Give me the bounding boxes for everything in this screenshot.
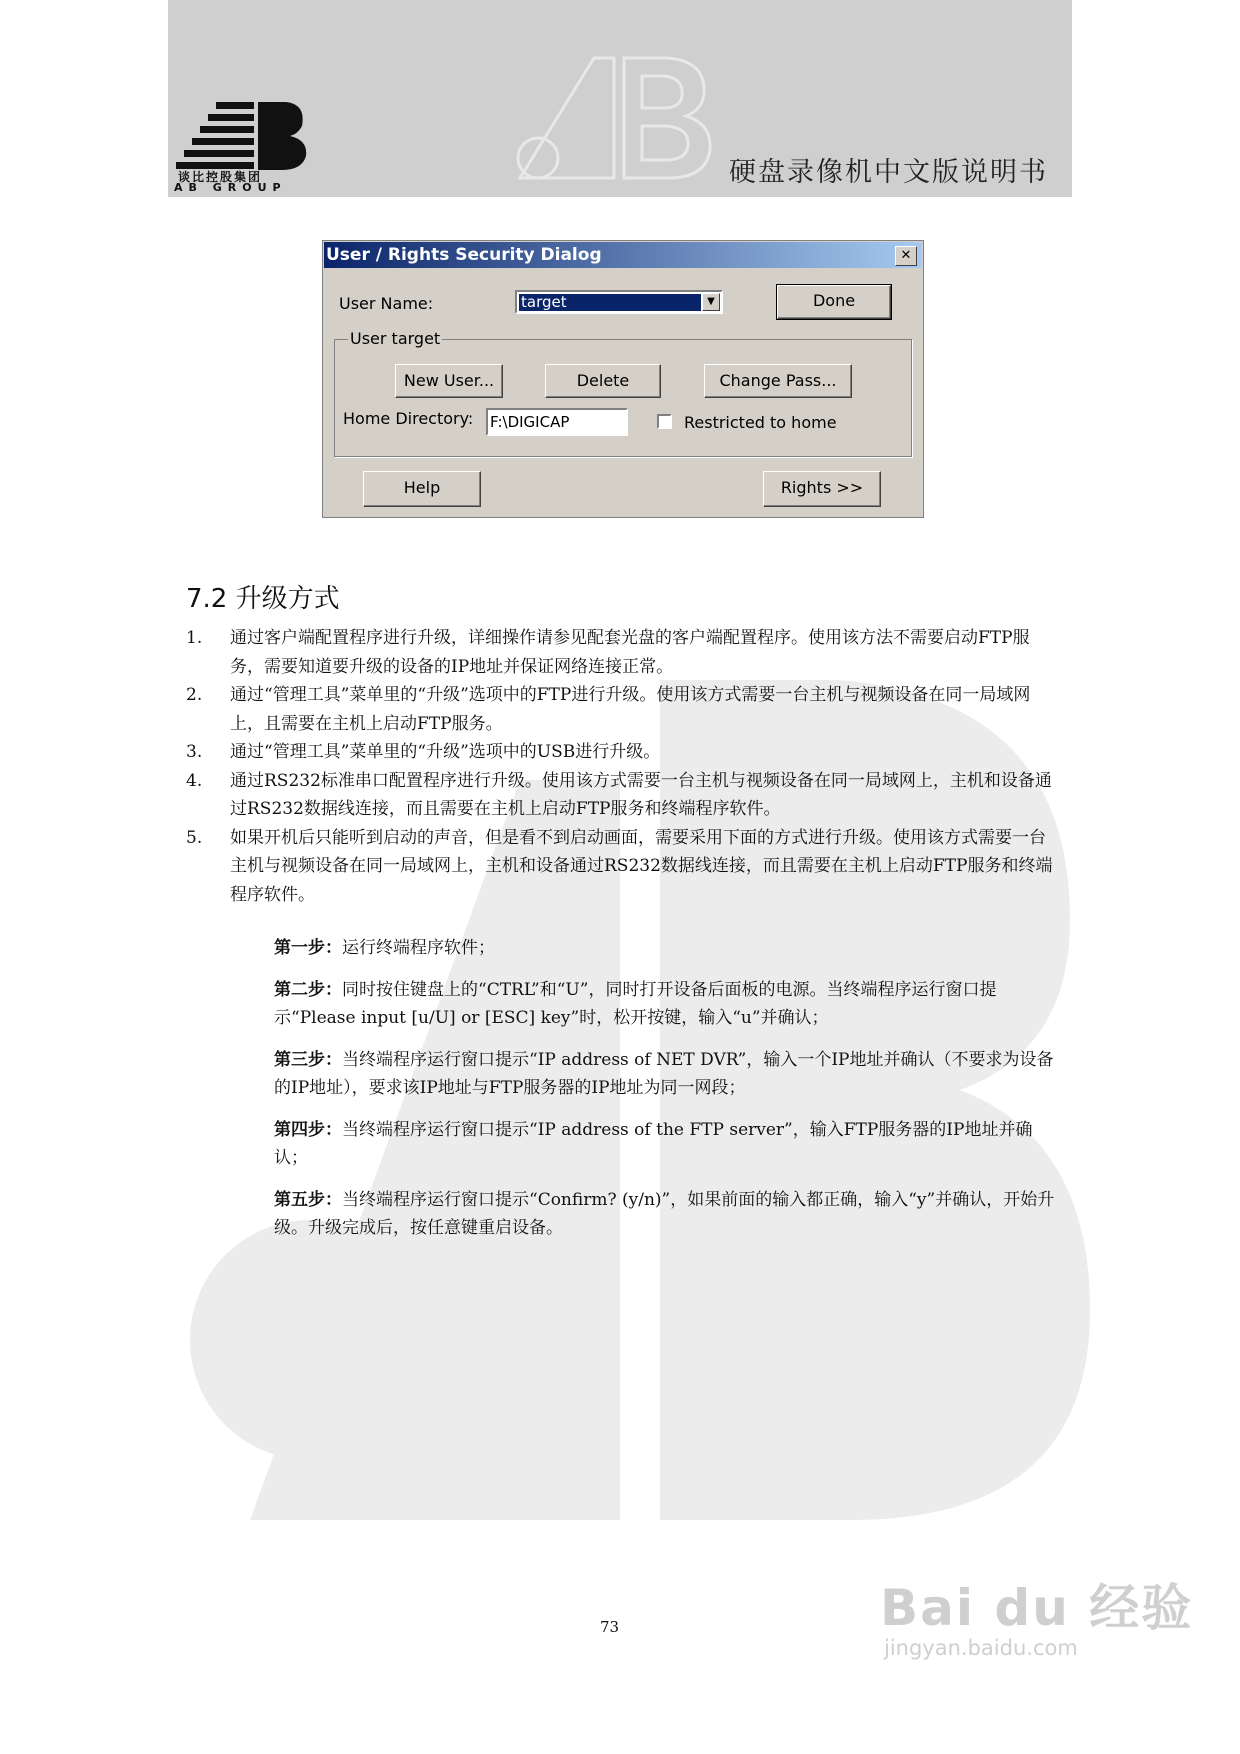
- upgrade-steps: [274, 934, 1058, 1256]
- logo-chinese-text: 谈比控股集团: [178, 170, 263, 184]
- item-text: 通过RS232标准串口配置程序进行升级。使用该方式需要一台主机与视频设备在同一局域网上，主机和设备通过RS232数据线连接，而且需要在主机上启动FTP服务和终端程序软件。: [230, 770, 1052, 819]
- list-item: [186, 738, 1058, 767]
- group-label: User target: [350, 329, 441, 348]
- rights-button[interactable]: Rights >>: [763, 471, 881, 507]
- chevron-down-icon[interactable]: ▼: [702, 293, 720, 311]
- user-name-value: target: [519, 294, 701, 311]
- list-item: [186, 681, 1058, 738]
- page-number: 73: [600, 1618, 620, 1636]
- restricted-label: Restricted to home: [684, 413, 837, 432]
- step-item: [274, 976, 1058, 1033]
- ab-large-outline-logo: [516, 50, 716, 182]
- item-number: 4.: [186, 770, 203, 791]
- user-rights-dialog: [322, 240, 924, 518]
- item-number: 5.: [186, 827, 203, 848]
- item-text: 通过客户端配置程序进行升级，详细操作请参见配套光盘的客户端配置程序。使用该方法不需要启动FTP服务，需要知道要升级的设备的IP地址并保证网络连接正常。: [230, 628, 1030, 677]
- step-label: 第三步：: [274, 1049, 342, 1070]
- list-item: [186, 624, 1058, 681]
- user-name-label: User Name:: [339, 294, 434, 313]
- step-label: 第二步：: [274, 979, 342, 1000]
- item-text: 通过“管理工具”菜单里的“升级”选项中的FTP进行升级。使用该方式需要一台主机与视频设备在同一局域网上，且需要在主机上启动FTP服务。: [230, 685, 1031, 734]
- step-text: 当终端程序运行窗口提示“IP address of NET DVR”，输入一个IP地址并确认（不要求为设备的IP地址），要求该IP地址与FTP服务器的IP地址为同一网段；: [274, 1049, 1054, 1098]
- section-title: 7.2 升级方式: [186, 584, 340, 614]
- delete-button[interactable]: Delete: [545, 364, 661, 398]
- help-button[interactable]: Help: [363, 471, 481, 507]
- step-item: [274, 1046, 1058, 1103]
- step-item: [274, 1186, 1058, 1243]
- step-label: 第一步：: [274, 938, 342, 958]
- step-item: [274, 1116, 1058, 1173]
- logo-english-text: AB GROUP: [174, 181, 287, 194]
- list-item: [186, 767, 1058, 824]
- step-text: 运行终端程序软件；: [342, 938, 495, 958]
- user-group-box: [334, 329, 912, 457]
- item-number: 3.: [186, 742, 203, 762]
- list-item: [186, 824, 1058, 910]
- upgrade-methods-list: [186, 624, 1058, 909]
- step-text: 当终端程序运行窗口提示“IP address of the FTP server”，输入FTP服务器的IP地址并确认；: [274, 1119, 1033, 1168]
- step-text: 同时按住键盘上的“CTRL”和“U”，同时打开设备后面板的电源。当终端程序运行窗口提示“Please input [u/U] or [ESC] key”时，松开按键，输入“u”并确认；: [274, 979, 997, 1028]
- item-text: 通过“管理工具”菜单里的“升级”选项中的USB进行升级。: [230, 742, 661, 762]
- home-directory-label: Home Directory:: [343, 409, 474, 428]
- home-directory-input[interactable]: F:\DIGICAP: [486, 408, 628, 436]
- dialog-titlebar: [324, 242, 922, 268]
- close-button[interactable]: ✕: [895, 246, 917, 266]
- step-label: 第四步：: [274, 1119, 342, 1140]
- new-user-button[interactable]: New User...: [395, 364, 503, 398]
- restricted-checkbox[interactable]: [657, 414, 672, 429]
- item-number: 1.: [186, 628, 203, 648]
- step-text: 当终端程序运行窗口提示“Confirm? (y/n)”，如果前面的输入都正确，输入“y”并确认，开始升级。升级完成后，按任意键重启设备。: [274, 1189, 1055, 1238]
- step-label: 第五步：: [274, 1189, 342, 1210]
- manual-title: 硬盘录像机中文版说明书: [729, 157, 1048, 188]
- item-text: 如果开机后只能听到启动的声音，但是看不到启动画面，需要采用下面的方式进行升级。使用该方式需要一台主机与视频设备在同一局域网上，主机和设备通过RS232数据线连接，而且需要在主机上启动FTP服务和终端程序软件。: [230, 827, 1053, 905]
- page-header: [168, 0, 1072, 197]
- user-name-select[interactable]: [515, 290, 723, 314]
- dialog-title: User / Rights Security Dialog: [326, 245, 602, 265]
- step-item: [274, 934, 1058, 963]
- baidu-watermark-url: jingyan.baidu.com: [884, 1636, 1078, 1660]
- item-number: 2.: [186, 685, 203, 705]
- change-pass-button[interactable]: Change Pass...: [704, 364, 852, 398]
- baidu-watermark-main: Bai du 经验: [880, 1579, 1194, 1637]
- done-button[interactable]: Done: [777, 285, 891, 319]
- baidu-jingyan-watermark: [880, 1568, 1193, 1660]
